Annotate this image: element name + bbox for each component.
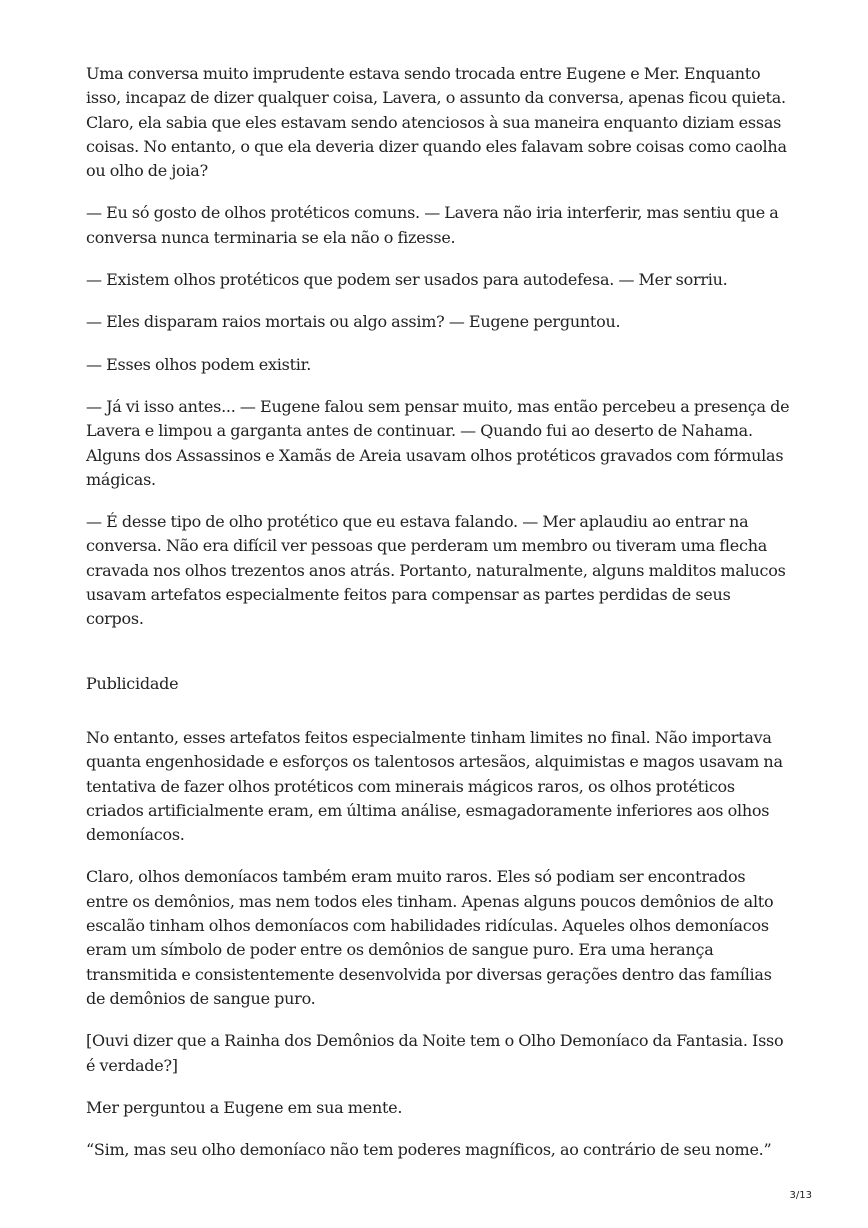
paragraph-1: Uma conversa muito imprudente estava sendo trocada entre Eugene e Mer. Enquanto isso, incapaz de dizer qualquer coisa, Lavera, o assunto da conversa, apenas ficou quieta. Claro, ela sabia que eles estavam sendo atenciosos à sua maneira enquanto diziam essas coisas. No entanto, o que ela deveria dizer quando eles falavam sobre coisas como caolha ou olho de joia? [86, 64, 787, 181]
paragraph-11: Mer perguntou a Eugene em sua mente. [86, 1097, 403, 1117]
paragraph-9: Claro, olhos demoníacos também eram muito raros. Eles só podiam ser encontrados entre os demônios, mas nem todos eles tinham. Apenas alguns poucos demônios de alto escalão tinham olhos demoníacos com habilidades ridículas. Aqueles olhos demoníacos eram um símbolo de poder entre os demônios de sangue puro. Era uma herança transmitida e consistentemente desenvolvida por diversas gerações dentro das famílias de demônios de sangue puro. [86, 867, 774, 1008]
paragraph-6: — Já vi isso antes... — Eugene falou sem pensar muito, mas então percebeu a presença de Lavera e limpou a garganta antes de continuar. — Quando fui ao deserto de Nahama. Alguns dos Assassinos e Xamãs de Areia usavam olhos protéticos gravados com fórmulas mágicas. [86, 396, 790, 489]
paragraph-3: — Existem olhos protéticos que podem ser usados para autodefesa. — Mer sorriu. [86, 270, 728, 290]
paragraph-5: — Esses olhos podem existir. [86, 354, 312, 374]
paragraph-7: — É desse tipo de olho protético que eu estava falando. — Mer aplaudiu ao entrar na conversa. Não era difícil ver pessoas que perderam um membro ou tiveram uma flecha cravada nos olhos trezentos anos atrás. Portanto, naturalmente, alguns malditos malucos usavam artefatos especialmente feitos para compensar as partes perdidas de seus corpos. [86, 512, 786, 629]
paragraph-2: — Eu só gosto de olhos protéticos comuns. — Lavera não iria interferir, mas sentiu que a conversa nunca terminaria se ela não o fizesse. [86, 203, 779, 247]
paragraph-8: No entanto, esses artefatos feitos especialmente tinham limites no final. Não importava quanta engenhosidade e esforços os talentosos artesãos, alquimistas e magos usavam na tentativa de fazer olhos protéticos com minerais mágicos raros, os olhos protéticos criados artificialmente eram, em última análise, esmagadoramente inferiores aos olhos demoníacos. [86, 727, 783, 845]
paragraph-10: [Ouvi dizer que a Rainha dos Demônios da Noite tem o Olho Demoníaco da Fantasia. Isso é verdade?] [86, 1031, 784, 1075]
page-number: 3/13 [789, 1190, 812, 1201]
paragraph-12: “Sim, mas seu olho demoníaco não tem poderes magníficos, ao contrário de seu nome.” [86, 1140, 772, 1160]
advertisement-label: Publicidade [86, 673, 179, 693]
document-page [86, 62, 790, 1180]
paragraph-4: — Eles disparam raios mortais ou algo assim? — Eugene perguntou. [86, 312, 621, 332]
